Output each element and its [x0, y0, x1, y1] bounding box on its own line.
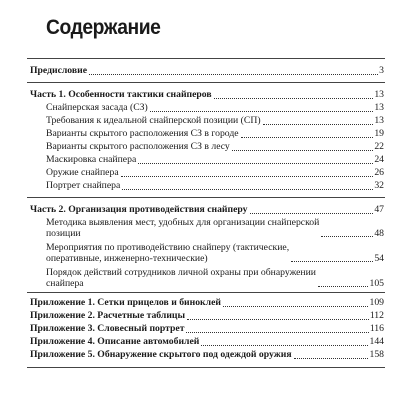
dot-leader — [201, 344, 368, 346]
toc-entry-page: 109 — [369, 297, 384, 308]
toc-entry-title-line: позиции — [46, 227, 81, 239]
divider — [27, 292, 385, 293]
toc-entry-title: Часть 2. Организация противодействия снайперу — [30, 204, 248, 215]
toc-entry-title: Приложение 3. Словесный портрет — [30, 323, 185, 334]
toc-entry-appendix-2[interactable] — [30, 311, 384, 322]
toc-entry-portrait[interactable] — [46, 181, 384, 192]
toc-entry-appendix-3[interactable] — [30, 324, 384, 335]
toc-entry-sniper-ambush[interactable] — [46, 103, 384, 114]
toc-entry-title: Маскировка снайпера — [46, 154, 137, 165]
toc-entry-page: 144 — [369, 336, 384, 347]
dot-leader — [187, 318, 369, 320]
toc-entry-page: 116 — [369, 323, 384, 334]
dot-leader — [138, 162, 373, 164]
toc-entry-title: Приложение 4. Описание автомобилей — [30, 336, 200, 347]
toc-entry-title: Часть 1. Особенности тактики снайперов — [30, 89, 212, 100]
toc-entry-appendix-4[interactable] — [30, 337, 384, 348]
toc-entry-page: 32 — [374, 180, 384, 191]
toc-entry-title: Оружие снайпера — [46, 167, 119, 178]
toc-entry-page: 47 — [374, 204, 384, 215]
divider-top — [27, 58, 385, 59]
toc-entry-page: 3 — [379, 65, 384, 76]
dot-leader — [214, 97, 374, 99]
toc-entry-appendix-1[interactable] — [30, 298, 384, 309]
toc-entry-title: Приложение 1. Сетки прицелов и биноклей — [30, 297, 221, 308]
dot-leader — [232, 149, 374, 151]
dot-leader — [291, 260, 373, 262]
divider-bottom — [27, 367, 385, 368]
toc-entry-page: 22 — [374, 141, 384, 152]
toc-entry-title: Портрет снайпера — [46, 180, 121, 191]
toc-entry-part2[interactable] — [30, 205, 384, 216]
toc-entry-title: Снайперская засада (СЗ) — [46, 102, 148, 113]
dot-leader — [122, 188, 373, 190]
toc-entry-ideal-position[interactable] — [46, 116, 384, 127]
dot-leader — [150, 110, 374, 112]
toc-entry-page: 112 — [369, 310, 384, 321]
toc-entry-title-line: Мероприятия по противодействию снайперу (тактические, — [46, 242, 290, 253]
toc-entry-part1[interactable] — [30, 90, 384, 101]
toc-entry-title-line: Методика выявления мест, удобных для организации снайперской — [46, 217, 320, 228]
toc-entry-page: 13 — [374, 89, 384, 100]
toc-entry-guard-procedure[interactable] — [46, 268, 384, 289]
toc-entry-preface[interactable] — [30, 66, 384, 77]
toc-entry-title-line: оперативные, инженерно-технические) — [46, 252, 208, 264]
dot-leader — [89, 73, 378, 75]
toc-entry-page: 105 — [369, 277, 384, 289]
toc-entry-countermeasures[interactable] — [46, 243, 384, 264]
toc-entry-title: Приложение 2. Расчетные таблицы — [30, 310, 186, 321]
toc-entry-title: Приложение 5. Обнаружение скрытого под одеждой оружия — [30, 349, 292, 360]
page-title: Содержание — [46, 16, 161, 39]
toc-entry-page: 19 — [374, 128, 384, 139]
dot-leader — [250, 212, 374, 214]
toc-entry-city-ambush[interactable] — [46, 129, 384, 140]
toc-entry-page: 13 — [374, 115, 384, 126]
toc-entry-page: 48 — [374, 227, 384, 239]
toc-entry-methodology[interactable] — [46, 218, 384, 239]
toc-entry-title-line: Порядок действий сотрудников личной охраны при обнаружении — [46, 267, 316, 278]
dot-leader — [186, 331, 368, 333]
toc-entry-title: Варианты скрытого расположения СЗ в лесу — [46, 141, 230, 152]
toc-entry-title: Предисловие — [30, 65, 88, 76]
toc-entry-title: Варианты скрытого расположения СЗ в городе — [46, 128, 239, 139]
toc-entry-weapons[interactable] — [46, 168, 384, 179]
toc-entry-title-line: снайпера — [46, 277, 84, 289]
dot-leader — [318, 285, 368, 287]
toc-entry-page: 26 — [374, 167, 384, 178]
toc-entry-forest-ambush[interactable] — [46, 142, 384, 153]
toc-entry-camouflage[interactable] — [46, 155, 384, 166]
dot-leader — [263, 123, 374, 125]
toc-entry-page: 54 — [374, 252, 384, 264]
dot-leader — [241, 136, 374, 138]
toc-entry-page: 13 — [374, 102, 384, 113]
dot-leader — [223, 305, 369, 307]
toc-entry-appendix-5[interactable] — [30, 350, 384, 361]
dot-leader — [121, 175, 374, 177]
dot-leader — [294, 357, 369, 359]
toc-entry-page: 158 — [369, 349, 384, 360]
divider — [27, 197, 385, 198]
toc-entry-title: Требования к идеальной снайперской позиции (СП) — [46, 115, 261, 126]
dot-leader — [321, 235, 373, 237]
toc-entry-title — [46, 268, 316, 289]
divider — [27, 82, 385, 83]
toc-entry-page: 24 — [374, 154, 384, 165]
toc-entry-title — [46, 243, 289, 264]
toc-entry-title — [46, 218, 319, 239]
